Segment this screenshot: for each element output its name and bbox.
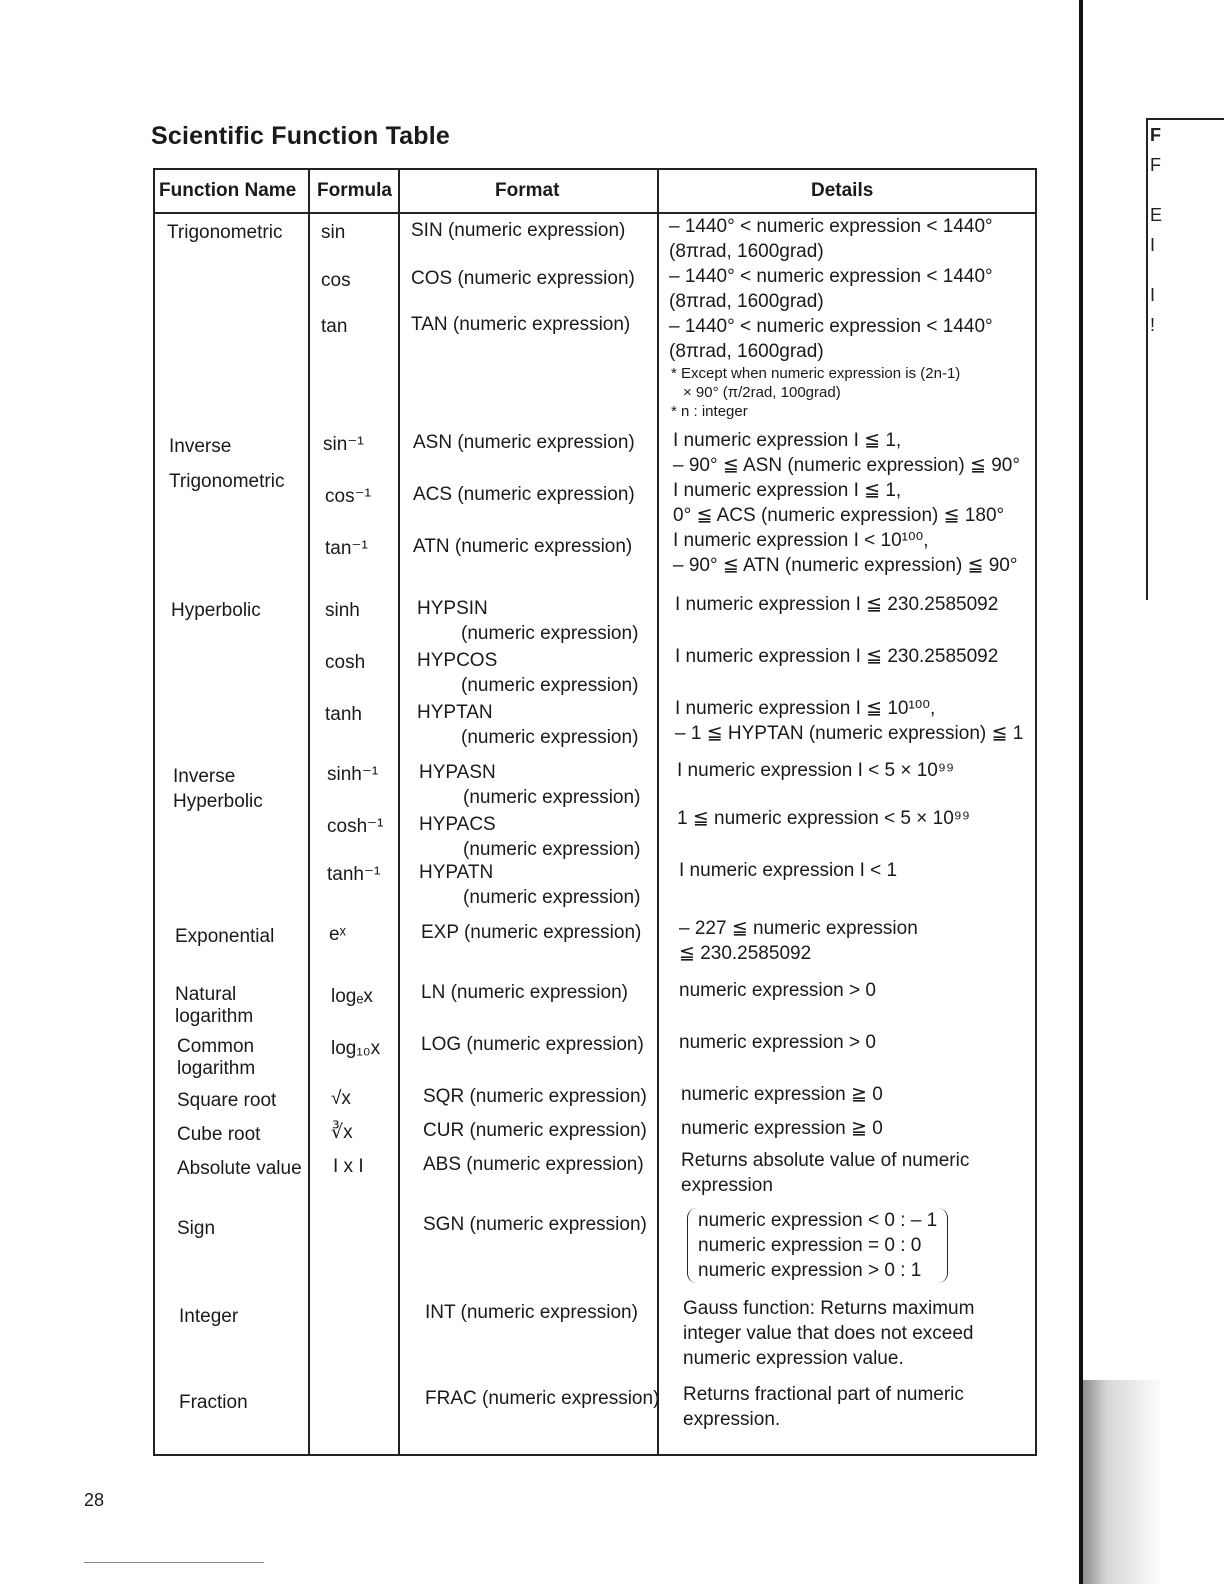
- facing-page-letters: [1150, 120, 1162, 340]
- edge-letter: E: [1150, 205, 1163, 225]
- details: [683, 1296, 974, 1371]
- details-line: numeric expression > 0 : 1: [698, 1260, 922, 1281]
- header-formula: Formula: [317, 180, 392, 201]
- format: [417, 648, 638, 698]
- spine-shadow: [1083, 1380, 1163, 1584]
- format: ABS (numeric expression): [423, 1154, 644, 1175]
- format: [417, 700, 638, 750]
- function-name-line: Inverse: [169, 436, 232, 457]
- edge-letter: I: [1150, 235, 1156, 255]
- formula: √x: [331, 1088, 351, 1109]
- function-name: Trigonometric: [167, 222, 283, 243]
- edge-letter: I: [1150, 285, 1156, 305]
- details: [673, 428, 1020, 578]
- format-line: HYPSIN: [417, 598, 488, 619]
- details: [681, 1148, 969, 1198]
- details-line: – 1440° < numeric expression < 1440°: [669, 266, 993, 287]
- format: COS (numeric expression): [411, 268, 635, 289]
- formula: cos⁻¹: [325, 486, 371, 507]
- formula: tan⁻¹: [325, 538, 368, 559]
- format-line: HYPACS: [419, 814, 496, 835]
- details-line: I numeric expression I ≦ 1,: [673, 430, 902, 451]
- header-details: Details: [811, 180, 874, 201]
- format: LOG (numeric expression): [421, 1034, 644, 1055]
- formula: cos: [321, 270, 351, 291]
- details-line: – 227 ≦ numeric expression: [679, 918, 918, 939]
- function-name-line: Common: [177, 1036, 255, 1057]
- formula: logₑx: [331, 986, 373, 1007]
- formula: cosh: [325, 652, 366, 673]
- function-name: Exponential: [175, 926, 275, 947]
- details-line: I numeric expression I ≦ 1,: [673, 480, 902, 501]
- details: [683, 1382, 964, 1432]
- formula: sinh: [325, 600, 360, 621]
- function-name: [175, 984, 253, 1028]
- function-name: Cube root: [177, 1124, 261, 1145]
- format-line: (numeric expression): [461, 623, 639, 644]
- details-line: numeric expression = 0 : 0: [698, 1235, 922, 1256]
- format: CUR (numeric expression): [423, 1120, 647, 1141]
- details-line: – 90° ≦ ASN (numeric expression) ≦ 90°: [673, 455, 1020, 476]
- formula: sin⁻¹: [323, 434, 364, 455]
- format-line: (numeric expression): [461, 675, 639, 696]
- formula: cosh⁻¹: [327, 816, 384, 837]
- details-line: expression: [681, 1175, 773, 1196]
- formula: tanh⁻¹: [327, 864, 381, 885]
- formula: eˣ: [329, 924, 346, 945]
- details: numeric expression > 0: [679, 980, 876, 1001]
- function-name: Integer: [179, 1306, 239, 1327]
- details-line: expression.: [683, 1409, 781, 1430]
- page-number: 28: [84, 1490, 105, 1510]
- scan-artifact-line: [84, 1562, 264, 1563]
- book-spine: [1079, 0, 1083, 1584]
- format: FRAC (numeric expression): [425, 1388, 660, 1409]
- function-name-line: logarithm: [175, 1006, 254, 1027]
- details-line: I numeric expression I ≦ 230.2585092: [675, 646, 999, 667]
- details: [687, 1208, 948, 1283]
- format: ASN (numeric expression): [413, 432, 635, 453]
- details-line: – 1440° < numeric expression < 1440°: [669, 216, 993, 237]
- footnote: × 90° (π/2rad, 100grad): [683, 384, 841, 401]
- format: [419, 760, 640, 810]
- format-line: HYPTAN: [417, 702, 493, 723]
- formula: I x I: [333, 1156, 364, 1177]
- formula: ∛x: [331, 1122, 353, 1143]
- details: [669, 214, 993, 421]
- formula: tanh: [325, 704, 362, 725]
- header-format: Format: [495, 180, 560, 201]
- details-line: integer value that does not exceed: [683, 1323, 974, 1344]
- details-line: I numeric expression I < 10¹⁰⁰,: [673, 530, 929, 551]
- details-line: – 90° ≦ ATN (numeric expression) ≦ 90°: [673, 555, 1018, 576]
- details-line: Returns fractional part of numeric: [683, 1384, 964, 1405]
- details-line: (8πrad, 1600grad): [669, 341, 824, 362]
- header-function-name: Function Name: [159, 180, 297, 201]
- formula: sin: [321, 222, 346, 243]
- details: 1 ≦ numeric expression < 5 × 10⁹⁹: [677, 808, 971, 829]
- details: numeric expression > 0: [679, 1032, 876, 1053]
- format: INT (numeric expression): [425, 1302, 638, 1323]
- format: SIN (numeric expression): [411, 220, 626, 241]
- format-line: HYPASN: [419, 762, 496, 783]
- details-line: – 1 ≦ HYPTAN (numeric expression) ≦ 1: [675, 723, 1024, 744]
- format: ATN (numeric expression): [413, 536, 633, 557]
- function-name-line: Natural: [175, 984, 237, 1005]
- details-line: numeric expression value.: [683, 1348, 904, 1369]
- format: [417, 596, 638, 646]
- details: [675, 592, 998, 617]
- details: I numeric expression I < 1: [679, 860, 898, 881]
- details: numeric expression ≧ 0: [681, 1118, 883, 1139]
- format: [419, 860, 640, 910]
- format: [419, 812, 640, 862]
- format-line: HYPATN: [419, 862, 494, 883]
- function-name-line: Hyperbolic: [173, 791, 263, 812]
- details-line: Gauss function: Returns maximum: [683, 1298, 975, 1319]
- details-line: numeric expression < 0 : – 1: [698, 1210, 938, 1231]
- formula: log₁₀x: [331, 1038, 381, 1059]
- details-line: Returns absolute value of numeric: [681, 1150, 970, 1171]
- function-table: [153, 168, 1037, 1456]
- format: EXP (numeric expression): [421, 922, 642, 943]
- format: LN (numeric expression): [421, 982, 628, 1003]
- format-line: (numeric expression): [463, 887, 641, 908]
- details-line: I numeric expression I ≦ 10¹⁰⁰,: [675, 698, 936, 719]
- format-line: (numeric expression): [463, 839, 641, 860]
- column-divider: [657, 170, 659, 1454]
- column-divider: [398, 170, 400, 1454]
- format-line: (numeric expression): [461, 727, 639, 748]
- details: [675, 644, 998, 669]
- format: TAN (numeric expression): [411, 314, 631, 335]
- footnote: * Except when numeric expression is (2n-1): [671, 365, 961, 382]
- function-name: Square root: [177, 1090, 277, 1111]
- details: I numeric expression I < 5 × 10⁹⁹: [677, 760, 955, 781]
- details-line: (8πrad, 1600grad): [669, 291, 824, 312]
- formula: sinh⁻¹: [327, 764, 379, 785]
- function-name: Fraction: [179, 1392, 248, 1413]
- format-line: HYPCOS: [417, 650, 498, 671]
- edge-letter: !: [1150, 315, 1156, 335]
- column-divider: [308, 170, 310, 1454]
- format: SGN (numeric expression): [423, 1214, 647, 1235]
- edge-letter: F: [1150, 125, 1161, 145]
- formula: tan: [321, 316, 348, 337]
- function-name: [173, 764, 263, 814]
- format-line: (numeric expression): [463, 787, 641, 808]
- details-line: – 1440° < numeric expression < 1440°: [669, 316, 993, 337]
- edge-letter: F: [1150, 155, 1161, 175]
- footnote: * n : integer: [671, 403, 748, 420]
- page-title: Scientific Function Table: [151, 122, 451, 150]
- function-name: [169, 434, 284, 494]
- function-name-line: logarithm: [177, 1058, 256, 1079]
- function-name: Sign: [177, 1218, 216, 1239]
- details: [679, 916, 918, 966]
- function-name: Absolute value: [177, 1158, 302, 1179]
- details-line: I numeric expression I ≦ 230.2585092: [675, 594, 999, 615]
- format: ACS (numeric expression): [413, 484, 635, 505]
- details-line: (8πrad, 1600grad): [669, 241, 824, 262]
- format: SQR (numeric expression): [423, 1086, 647, 1107]
- details-line: ≦ 230.2585092: [679, 943, 812, 964]
- details: [675, 696, 1023, 746]
- function-name-line: Inverse: [173, 766, 236, 787]
- function-name: Hyperbolic: [171, 600, 261, 621]
- function-name: [177, 1036, 255, 1080]
- details-line: 0° ≦ ACS (numeric expression) ≦ 180°: [673, 505, 1005, 526]
- details: numeric expression ≧ 0: [681, 1084, 883, 1105]
- function-name-line: Trigonometric: [169, 471, 285, 492]
